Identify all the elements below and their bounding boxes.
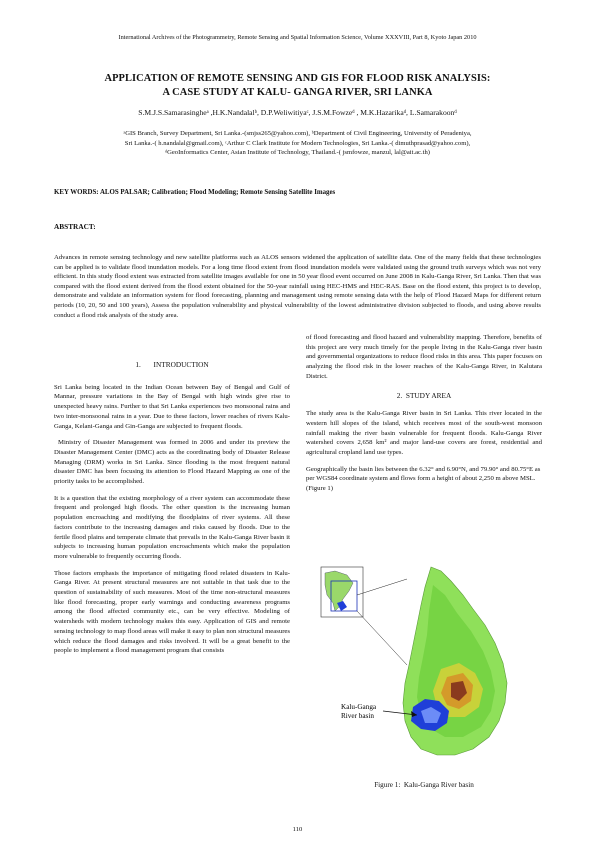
inset-map (321, 567, 363, 617)
paragraph: Sri Lanka being located in the Indian Ocean between Bay of Bengal and Gulf of Mannar, pressure variations in the Bay of Bengal with high winds give rise to unexpected heavy rains. Further to that Sri Lanka experiences two monsoonal rains and two inter-monsoonal rains in a year. Due to these factors, lower reaches of rivers Kalu-Ganga, Kelani-Ganga and Gin-Ganga are subjected to frequent floods. (54, 383, 290, 430)
affiliation-line-3: ᵈGeoInformatics Center, Asian Institute of Technology, Thailand.-( jsmfowze, manzul, lal@ait.ac.th) (165, 149, 430, 156)
figure-label (341, 703, 377, 720)
section-heading-study-area: 2. STUDY AREA (396, 390, 452, 400)
left-column (54, 360, 290, 663)
affiliation-line-1: ᵃGIS Branch, Survey Department, Sri Lanka.-(smjss265@yahoo.com), ᵇDepartment of Civil Engineering, University of Peradeniya, (123, 130, 472, 137)
author-list: S.M.J.S.Samarasingheᵃ ,H.K.Nandalalᵇ, D.P.Weliwitiyaᶜ, J.S.M.Fowzeᵈ , M.K.Hazarikaᵈ, L.Samarakoonᵈ (138, 108, 457, 117)
section-heading-introduction: 1. INTRODUCTION (135, 360, 209, 369)
running-header: International Archives of the Photogrammetry, Remote Sensing and Spatial Information Science, Volume XXXVIII, Part 8, Kyoto Japan 2010 (118, 34, 477, 41)
figure-label-line-2: River basin (341, 712, 374, 720)
paragraph: It is a question that the existing morphology of a river system can accommodate these frequent and prolonged high floods. The other question is the increasing human population encroaching and modifying the floodplains of river systems. All these factors contribute to the increasing damages and risks caused by floods. Due to the fertile flood plains and temperate climate that prevails in the Kalu-Ganga River basin it subjects to increasing human population encroachments which make the population more vulnerable to frequently occurring floods. (54, 494, 290, 560)
title-line-1: APPLICATION OF REMOTE SENSING AND GIS FOR FLOOD RISK ANALYSIS: (104, 73, 491, 84)
figure-map (313, 565, 543, 763)
abstract-text: Advances in remote sensing technology and new satellite platforms such as ALOS sensors widened the application of satellite data. One of the many fields that these technologies can be applied is to validate flood inundation models. For a long time flood extent from flood inundation models were validated using the ground truth surveys which was not very efficient. In this study flood extent was extracted from satellite images available for one in 50 year flood event occurred on June 2008 in Kalu-Ganga River, Sri Lanka. Then that was compared with the flood extent derived from the flood extent obtained for the 50-year rainfall using HEC-HMS and HEC-RAS. Base on the flood extent, this project is to develop, demonstrate and validate an information system for flood forecasting, planning and management using remote sensing data with the help of Flood Hazard Maps for different return periods (10, 20, 50 and 100 years), Assess the population vulnerability and physical vulnerability of the lowest administrative division subjected to floods, and using above results conduct a flood risk analysis of the study area. (54, 254, 541, 319)
abstract-heading: ABSTRACT: (54, 222, 96, 231)
paragraph: Geographically the basin lies between the 6.32° and 6.90°N, and 79.90° and 80.75°E as per WGS84 coordinate system and flows form a height of about 2,250 m above MSL. (Figure 1) (306, 465, 541, 493)
keywords: KEY WORDS: ALOS PALSAR; Calibration; Flood Modeling; Remote Sensing Satellite Images (54, 189, 336, 196)
sri-lanka-map (313, 565, 543, 763)
title-line-2: A CASE STUDY AT KALU- GANGA RIVER, SRI LANKA (162, 87, 433, 98)
paper-title (40, 72, 555, 100)
paragraph: Ministry of Disaster Management was formed in 2006 and under its preview the Disaster Management Center (DMC) acts as the coordinating body of Disaster Release Managing (DRM) works in Sri Lanka. Since flooding is the most frequent natural disaster DMC has been focusing its attention to Flood Hazard Mapping as one of the priority tasks to be accomplished. (54, 439, 290, 486)
affiliation-line-2: Sri Lanka.-( h.nandalal@gmail.com), ᶜArthur C Clark Institute for Modern Technologies, Sri Lanka.-( dimuthprasad@yahoo.com), (124, 139, 471, 147)
right-column (306, 333, 542, 501)
paragraph: of flood forecasting and flood hazard and vulnerability mapping. Therefore, benefits of this project are very much timely for the people living in the Kalu-Ganga river basin and governmental organizations to reduce flood risks in this area. This paper focuses on analyzing the flood risk in the lower reaches of the Kalu-Ganga River, in Kalutara District. (306, 334, 542, 380)
affiliations (30, 129, 565, 158)
paragraph: Those factors emphasis the importance of mitigating flood related disasters in Kalu-Ganga River. At present structural measures are not suitable in that task due to the question of sustainability of such measures. Most of the time non-structural measures like flood forecasting, proper early warnings and conducting awareness programs among the flood affected community etc., can be very effective. Modeling of watersheds with modern technology makes this easy. Application of GIS and remote sensing technology to map flood areas will make it easy to plan non structural measures which reduce the flood damages and risks involved. It will be a great benefit to the people to implement a flood management program that consists (54, 569, 290, 655)
page-number: 110 (292, 826, 303, 833)
figure-label-line-1: Kalu-Ganga (341, 703, 377, 711)
paragraph: The study area is the Kalu-Ganga River basin in Sri Lanka. This river located in the western hill slopes of the island, which receives most of the south-west monsoon rainfall making the river basin vulnerable for frequent floods. Kalu-Ganga River watershed covers 2,658 km² and major land-use covers are forest, residential and agricultural cropland land use types. (306, 410, 542, 457)
figure-caption: Figure 1: Kalu-Ganga River basin (374, 781, 474, 789)
